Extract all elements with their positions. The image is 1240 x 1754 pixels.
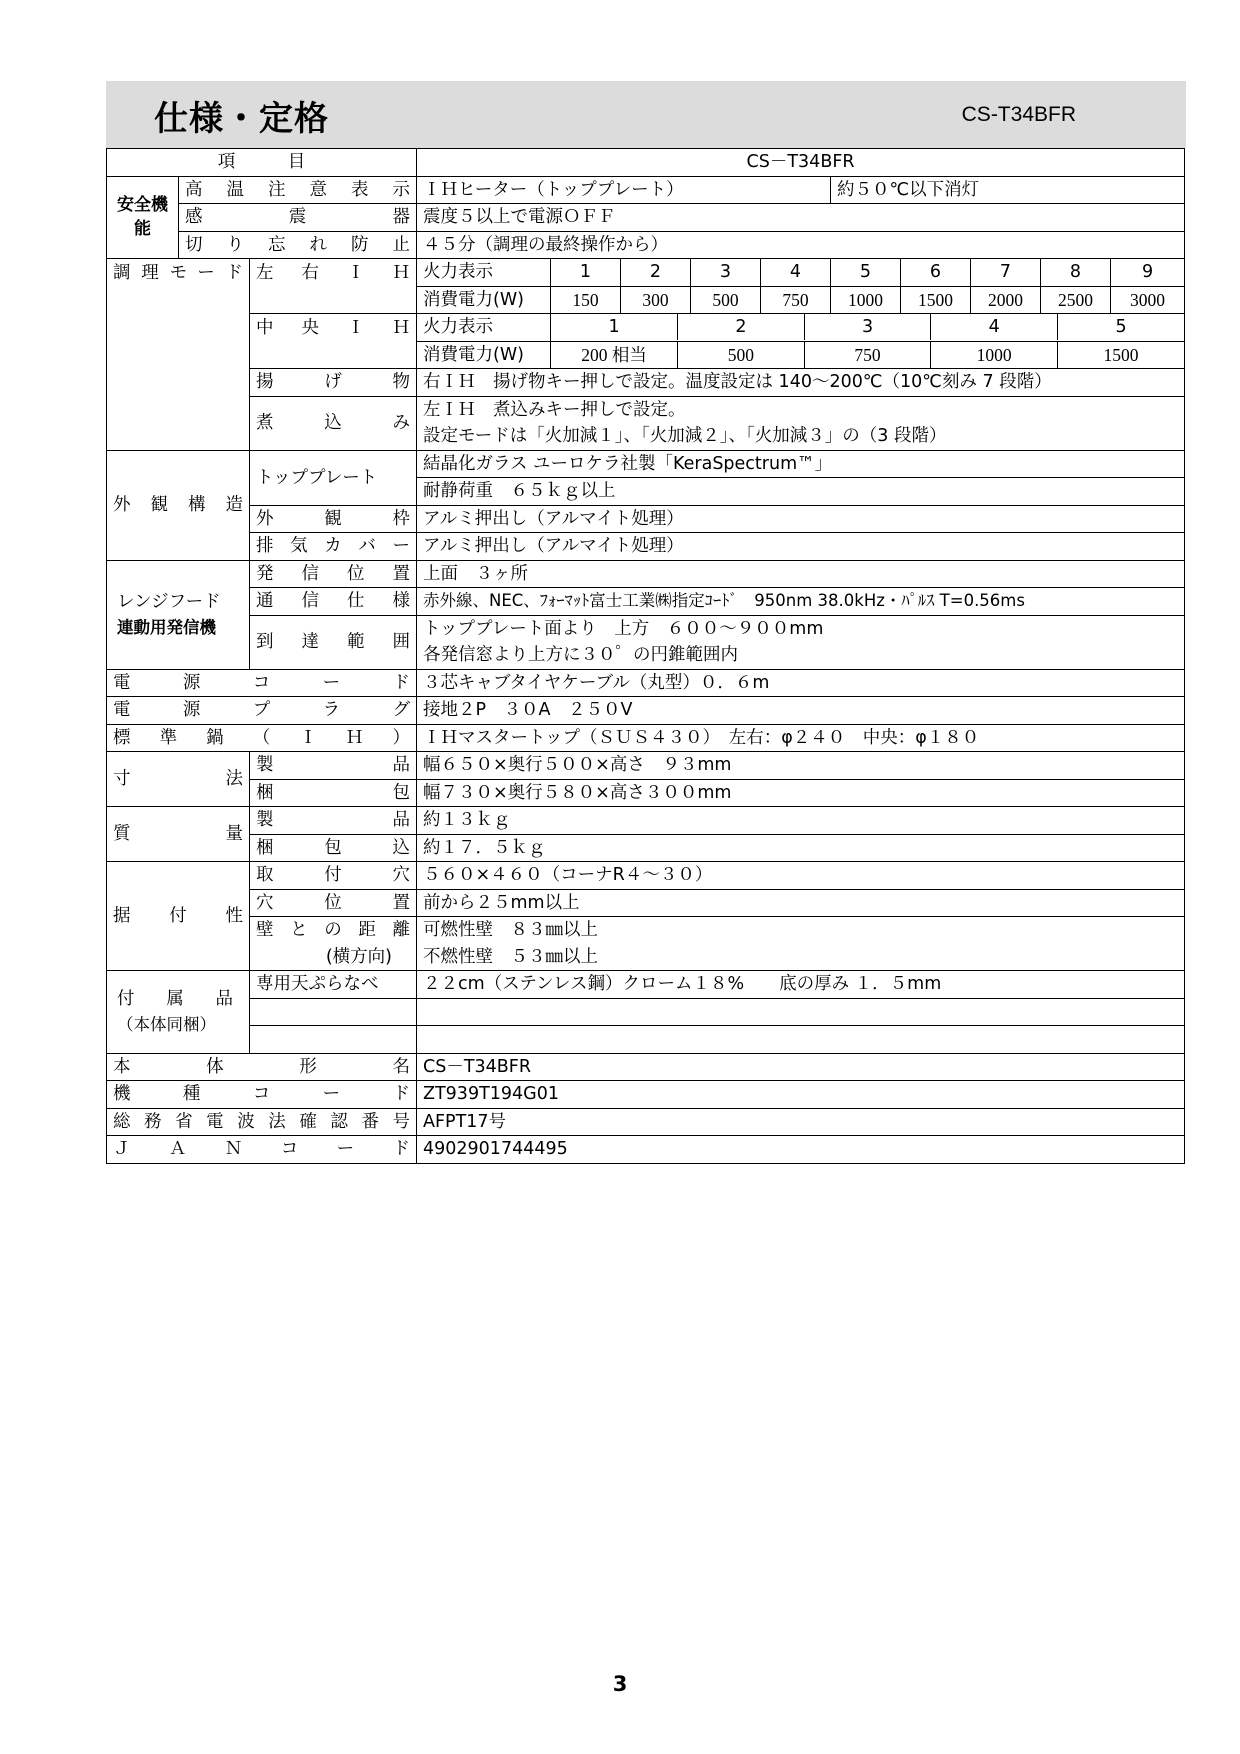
top-plate-line1: 結晶化ガラス ユーロケラ社製「KeraSpectrum™」: [417, 450, 1185, 478]
left-level: 2: [621, 259, 691, 287]
left-watt: 1500: [901, 286, 971, 314]
radio-cert-value: AFPT17号: [417, 1108, 1185, 1136]
center-level: 4: [931, 314, 1058, 340]
table-row: [107, 176, 1185, 204]
model-code-label: 機種コード: [113, 1084, 410, 1105]
left-watt: 2000: [971, 286, 1041, 314]
center-watt: 1500: [1103, 344, 1139, 365]
tx-range-line2: 各発信窓より上方に３０゜の円錐範囲内: [417, 642, 1185, 669]
quake-value: 震度５以上で電源ＯＦＦ: [417, 204, 1185, 232]
radio-cert-label: 総務省電波法確認番号: [113, 1111, 410, 1132]
center-level: 3: [804, 314, 931, 340]
left-watt: 150: [551, 286, 621, 314]
accessory-value: ２２cm（ステンレス鋼）クローム１８% 底の厚み １．５mm: [417, 971, 1185, 999]
model-name-value: CS－T34BFR: [417, 1053, 1185, 1081]
left-watt: 2500: [1041, 286, 1111, 314]
simmer-line2: 設定モードは「火加減１」、「火加減２」、「火加減３」の（3 段階）: [417, 423, 1185, 450]
head-item: 項 目: [107, 149, 417, 177]
center-level: 5: [1115, 317, 1127, 338]
left-level: 4: [761, 259, 831, 287]
table-row: [107, 669, 1185, 697]
table-row: [107, 944, 1185, 971]
table-row: [107, 204, 1185, 232]
left-watt: 3000: [1111, 286, 1185, 314]
table-row: [107, 450, 1185, 478]
size-package-value: 幅７３０×奥行５８０×高さ３００mm: [417, 779, 1185, 807]
left-level: 1: [551, 259, 621, 287]
hole-position-value: 前から２５mm以上: [417, 889, 1185, 917]
center-watt: 500: [678, 342, 805, 368]
power-cord-label: 電源コード: [113, 672, 410, 693]
left-level: 7: [971, 259, 1041, 287]
wall-direction-label: (横方向): [250, 944, 417, 971]
jan-label: ＪＡＮコード: [113, 1139, 410, 1160]
table-row: [107, 505, 1185, 533]
model-code-value: ZT939T194G01: [417, 1081, 1185, 1109]
table-row: [107, 834, 1185, 862]
tx-spec-label: 通信仕様: [256, 591, 410, 612]
tx-range-line1: トッププレート面より 上方 ６００～９００mm: [417, 615, 1185, 642]
table-row: [107, 615, 1185, 642]
hood-group-line2: 連動用発信機: [117, 617, 216, 637]
size-product-label: 製品: [256, 755, 410, 776]
header-model: CS-T34BFR: [961, 103, 1076, 126]
power-plug-label: 電源プラグ: [113, 700, 410, 721]
std-pan-label: 標準鍋（ＩＨ）: [113, 727, 410, 748]
quake-label: 感震器: [185, 207, 410, 228]
table-row: [107, 1108, 1185, 1136]
table-row: [107, 533, 1185, 561]
table-row: [107, 396, 1185, 423]
left-level: 3: [691, 259, 761, 287]
table-row: [107, 779, 1185, 807]
tx-position-label: 発信位置: [256, 563, 410, 584]
tx-range-label: 到達範囲: [256, 632, 410, 652]
table-row: [107, 1053, 1185, 1081]
table-head-row: [107, 149, 1185, 177]
exterior-group: 外観構造: [113, 495, 243, 515]
wall-distance-label: 壁との距離: [256, 920, 410, 941]
table-row: [107, 560, 1185, 588]
mount-hole-value: ５６０×４６０（コーナR４～３０）: [417, 862, 1185, 890]
std-pan-value: ＩＨマスタートップ（ＳＵＳ４３０） 左右：φ２４０ 中央：φ１８０: [417, 724, 1185, 752]
cook-group: 調理モード: [113, 262, 243, 283]
center-watt: 1000: [931, 342, 1058, 368]
center-level: 1: [551, 314, 678, 340]
table-row: [107, 286, 1185, 314]
spec-table: [106, 148, 1185, 1164]
left-watt: 300: [621, 286, 691, 314]
exhaust-label: 排気カバー: [256, 536, 410, 557]
table-row: [107, 588, 1185, 616]
model-name-label: 本体形名: [113, 1056, 410, 1077]
size-product-value: 幅６５０×奥行５００×高さ ９３mm: [417, 752, 1185, 780]
center-level: 2: [678, 314, 805, 340]
table-row: [107, 259, 1185, 287]
table-row: [107, 341, 1185, 369]
exhaust-value: アルミ押出し（アルマイト処理）: [417, 533, 1185, 561]
table-row: [107, 1136, 1185, 1164]
left-ih-label: 左右ＩＨ: [256, 262, 410, 283]
high-temp-value: ＩＨヒーター（トッププレート）: [417, 176, 831, 204]
table-row: [107, 724, 1185, 752]
top-plate-label: トッププレート: [250, 450, 417, 505]
left-level: 9: [1111, 259, 1185, 287]
auto-off-label: 切り忘れ防止: [185, 234, 410, 255]
accessory-label: 専用天ぷらなべ: [250, 971, 417, 999]
left-level: 5: [831, 259, 901, 287]
fry-label: 揚げ物: [256, 372, 410, 393]
head-model: CS－T34BFR: [417, 149, 1185, 177]
table-row: [107, 231, 1185, 259]
accessory-group2: （本体同梱）: [117, 1014, 216, 1034]
tx-position-value: 上面 ３ヶ所: [417, 560, 1185, 588]
table-row: [107, 917, 1185, 944]
jan-value: 4902901744495: [417, 1136, 1185, 1164]
mass-package-label: 梱包込: [256, 837, 410, 858]
auto-off-value: ４５分（調理の最終操作から）: [417, 231, 1185, 259]
power-cord-value: ３芯キャブタイヤケーブル（丸型）０．６m: [417, 669, 1185, 697]
table-row: [107, 752, 1185, 780]
mass-package-value: 約１７．５ｋｇ: [417, 834, 1185, 862]
left-watt: 750: [761, 286, 831, 314]
mass-product-label: 製品: [256, 810, 410, 831]
center-power-label: 消費電力(W): [417, 341, 551, 369]
center-heat-label: 火力表示: [417, 314, 551, 342]
table-row: [107, 314, 1185, 342]
table-row: [107, 807, 1185, 835]
simmer-label: 煮込み: [256, 413, 410, 433]
tx-spec-value: 赤外線、NEC、ﾌｫｰﾏｯﾄ富士工業㈱指定ｺｰﾄﾞ 950nm 38.0kHz・ﾊﾟﾙｽ T=0.56ms: [417, 588, 1185, 616]
left-watt: 1000: [831, 286, 901, 314]
center-watt: 200 相当: [551, 342, 678, 368]
mass-group: 質量: [113, 824, 243, 844]
page-header: [106, 81, 1186, 148]
table-row: [107, 862, 1185, 890]
center-watt: 750: [804, 342, 931, 368]
safety-group: 安全機能: [107, 176, 179, 259]
frame-value: アルミ押出し（アルマイト処理）: [417, 505, 1185, 533]
size-group: 寸法: [113, 769, 243, 789]
high-temp-value2: 約５０℃以下消灯: [831, 176, 1185, 204]
top-plate-line2: 耐静荷重 ６５ｋｇ以上: [417, 478, 1185, 506]
accessory-group: 付属品: [117, 988, 233, 1009]
table-row: [107, 1026, 1185, 1054]
left-power-label: 消費電力(W): [417, 286, 551, 314]
left-heat-label: 火力表示: [417, 259, 551, 287]
left-level: 6: [901, 259, 971, 287]
table-row: [107, 1081, 1185, 1109]
mass-product-value: 約１３ｋｇ: [417, 807, 1185, 835]
frame-label: 外観枠: [256, 508, 410, 529]
page-title: 仕様・定格: [154, 99, 329, 139]
table-row: [107, 369, 1185, 397]
high-temp-label: 高温注意表示: [185, 179, 410, 200]
power-plug-value: 接地２P ３０A ２５０V: [417, 697, 1185, 725]
table-row: [107, 998, 1185, 1026]
size-package-label: 梱包: [256, 782, 410, 803]
fry-value: 右ＩＨ 揚げ物キー押しで設定。温度設定は 140～200℃（10℃刻み 7 段階）: [417, 369, 1185, 397]
wall-noncombustible-value: 不燃性壁 ５３㎜以上: [417, 944, 1185, 971]
table-row: [107, 889, 1185, 917]
install-group: 据付性: [113, 906, 243, 926]
wall-combustible-value: 可燃性壁 ８３㎜以上: [417, 917, 1185, 944]
hood-group-line1: レンジフード: [117, 591, 221, 612]
hole-position-label: 穴位置: [256, 892, 410, 913]
simmer-line1: 左ＩＨ 煮込みキー押しで設定。: [417, 396, 1185, 423]
mount-hole-label: 取付穴: [256, 865, 410, 886]
center-ih-label: 中央ＩＨ: [256, 317, 410, 338]
page-number: 3: [612, 1672, 628, 1696]
table-row: [107, 697, 1185, 725]
left-level: 8: [1041, 259, 1111, 287]
left-watt: 500: [691, 286, 761, 314]
table-row: [107, 971, 1185, 999]
